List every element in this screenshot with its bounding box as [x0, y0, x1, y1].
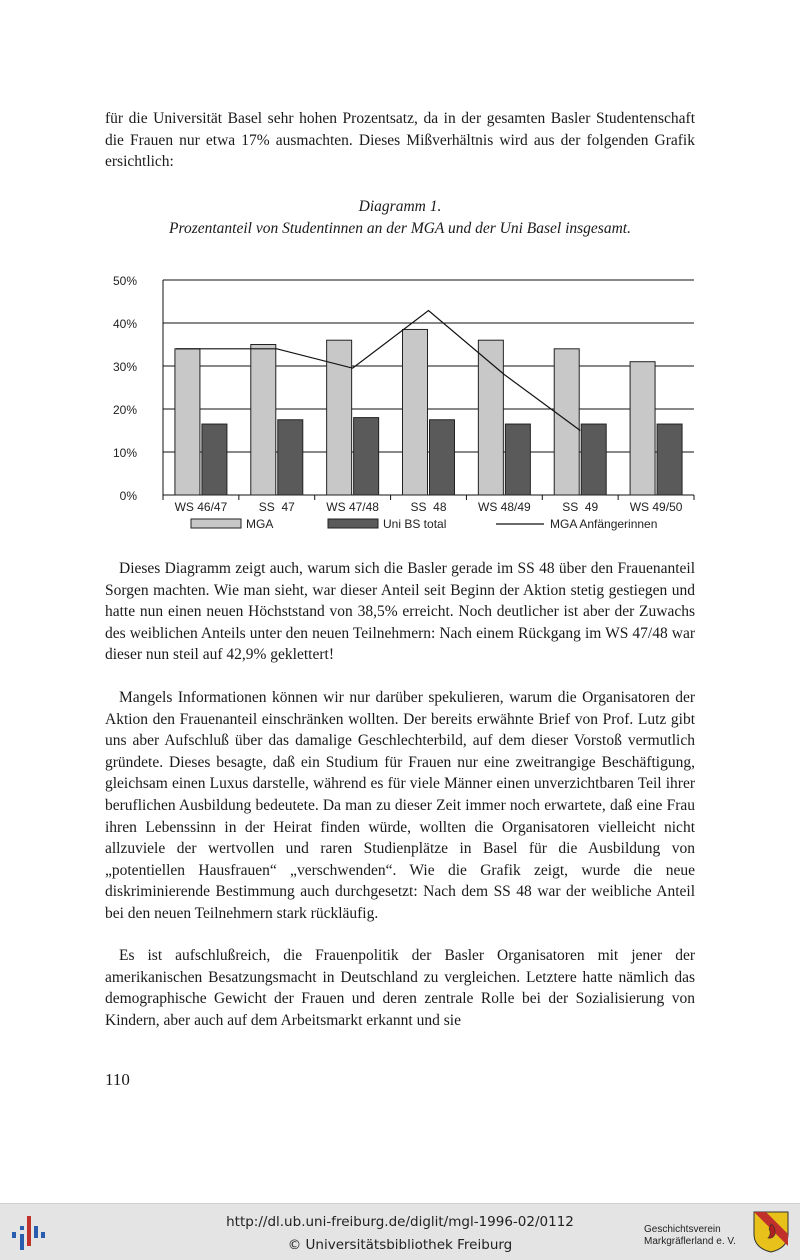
paragraph-mangels: Mangels Informationen können wir nur darüber spekulieren, warum die Organisatoren der Aktion den Frauenanteil einschränken wollten. Der bereits erwähnte Brief von Prof. Lutz gibt uns aber Aufschluß über das damalige Geschlechterbild, auf dem dieser Vorstoß vermutlich gründete. Dieses besagte, daß ein Studium für Frauen nur eine zweitrangige Beschäftigung, gleichsam einen Luxus darstelle, während es für viele Männer einen unverzichtbaren Teil ihrer beruflichen Ausbildung bedeutete. Da man zu dieser Zeit immer noch erwartete, daß eine Frau ihren Lebenssinn in der Heirat finden würde, wollten die Organisatoren vielleicht nicht allzuviele der wertvollen und raren Studienplätze in Basel für die Ausbildung von „potentiellen Hausfrauen“ „verschwenden“. Wie die Grafik zeigt, wurde die neue diskriminierende Bestimmung auch durchgesetzt: Nach dem SS 48 war der weibliche Anteil bei den neuen Teilnehmern stark rückläufig.	[105, 689, 695, 922]
bar-mga	[327, 340, 352, 495]
diagram-title: Diagramm 1.	[358, 198, 442, 215]
line-mga-anfaengerinnen	[176, 311, 580, 431]
bar-uni-bs-total	[278, 420, 303, 495]
bar-uni-bs-total	[354, 418, 379, 495]
y-tick-label: 30%	[112, 360, 137, 374]
paragraph-es: Es ist aufschlußreich, die Frauenpolitik der Basler Organisatoren mit jener der amerikanischen Besatzungsmacht in Deutschland zu vergleichen. Letztere hatte nämlich das demographische Gewicht der Frauen und deren zentrale Rolle bei der Sozialisierung von Kindern, aber auch auf dem Arbeitsmarkt erkannt und sie	[105, 947, 695, 1029]
x-tick-label: SS 47	[258, 500, 295, 514]
footer-bar	[0, 1203, 800, 1260]
bar-uni-bs-total	[202, 424, 227, 495]
bar-uni-bs-total	[657, 424, 682, 495]
crest-icon	[752, 1210, 790, 1254]
society-name	[644, 1224, 746, 1248]
legend-swatch-mga	[191, 519, 241, 528]
legend-label-mga: MGA	[246, 517, 274, 531]
x-tick-label: WS 46/47	[174, 500, 228, 514]
bar-mga	[175, 349, 200, 495]
y-tick-label: 40%	[112, 317, 137, 331]
intro-paragraph: für die Universität Basel sehr hohen Prozentsatz, da in der gesamten Basler Studentenschaft die Frauen nur etwa 17% ausmachten. Dieses Mißverhältnis wird aus der folgenden Grafik ersichtlich:	[105, 110, 695, 171]
y-tick-label: 0%	[119, 489, 137, 503]
bar-uni-bs-total	[430, 420, 455, 495]
x-tick-label: WS 49/50	[629, 500, 683, 514]
page-number: 110	[105, 1070, 130, 1089]
bar-uni-bs-total	[505, 424, 530, 495]
society-name-line-1: Geschichtsverein	[644, 1224, 721, 1235]
bar-chart	[100, 268, 700, 536]
bar-mga	[251, 345, 276, 496]
bar-mga	[554, 349, 579, 495]
x-tick-label: WS 48/49	[478, 500, 531, 514]
footer-url-link[interactable]: http://dl.ub.uni-freiburg.de/diglit/mgl-1996-02/0112	[226, 1214, 574, 1230]
paragraph-dieses: Dieses Diagramm zeigt auch, warum sich die Basler gerade im SS 48 über den Frauenanteil Sorgen machten. Wie man sieht, war dieser Anteil seit Beginn der Aktion stetig gestiegen und hatte nun einen neuen Höchststand von 38,5% erreicht. Noch deutlicher ist aber der Zuwachs des weiblichen Anteils unter den neuen Teilnehmern: Nach einem Rückgang im WS 47/48 war dieser nun steil auf 42,9% geklettert!	[105, 560, 695, 664]
x-tick-label: WS 47/48	[326, 500, 379, 514]
society-name-line-2: Markgräflerland e. V.	[644, 1236, 736, 1247]
legend-label-uni-bs-total: Uni BS total	[383, 517, 447, 531]
bar-mga	[403, 329, 428, 495]
bar-uni-bs-total	[581, 424, 606, 495]
y-tick-label: 10%	[112, 446, 137, 460]
footer-copyright: © Universitätsbibliothek Freiburg	[287, 1237, 513, 1253]
legend-label-mga-anf-ngerinnen: MGA Anfängerinnen	[550, 517, 658, 531]
x-tick-label: SS 48	[410, 500, 447, 514]
diagram-subtitle: Prozentanteil von Studentinnen an der MGA und der Uni Basel insgesamt.	[169, 220, 631, 237]
bar-mga	[630, 362, 655, 495]
y-tick-label: 50%	[112, 274, 137, 288]
x-tick-label: SS 49	[562, 500, 599, 514]
y-tick-label: 20%	[112, 403, 137, 417]
legend-swatch-uni-bs-total	[328, 519, 378, 528]
